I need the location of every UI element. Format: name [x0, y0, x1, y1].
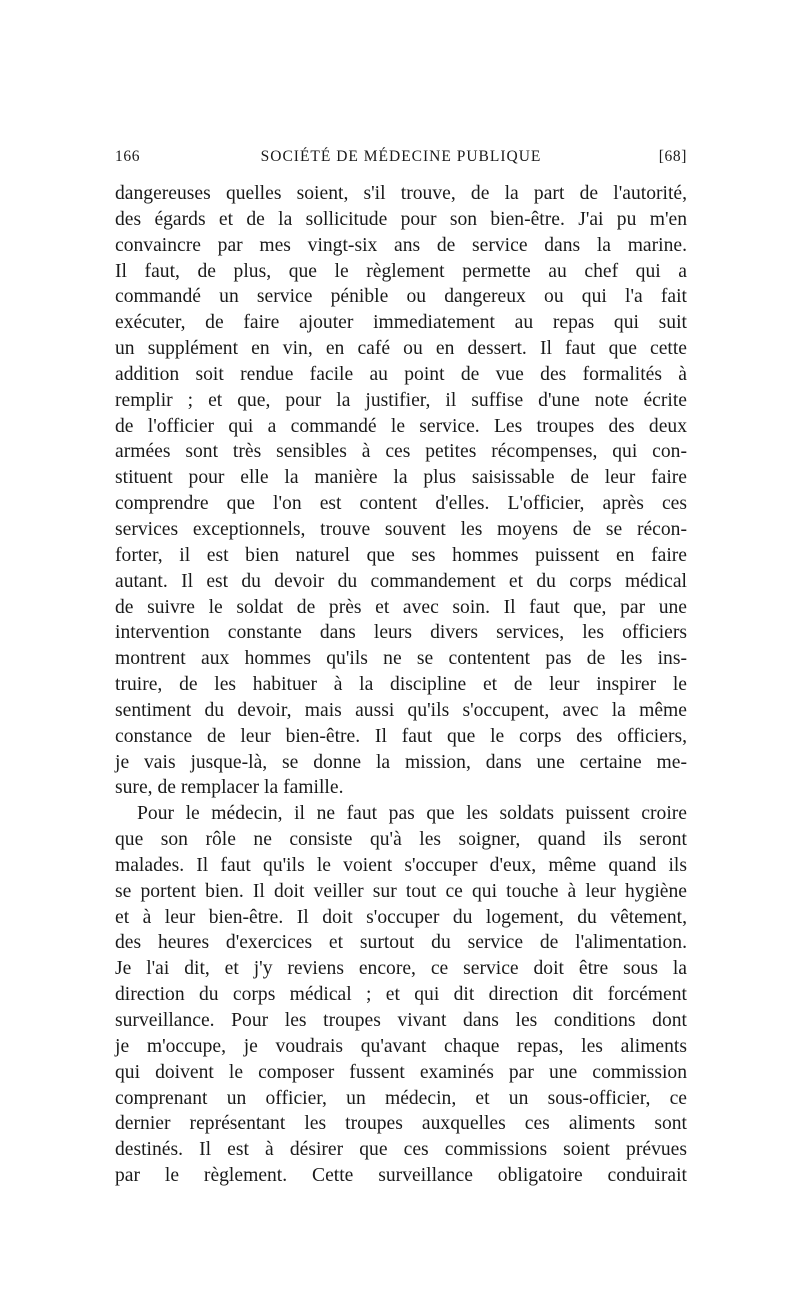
- text-line: direction du corps médical ; et qui dit direction dit forcément: [115, 984, 687, 1006]
- text-line: de l'officier qui a commandé le service. Les troupes des deux: [115, 415, 687, 437]
- text-line: surveillance. Pour les troupes vivant dans les conditions dont: [115, 1010, 687, 1031]
- text-line: un supplément en vin, en café ou en dessert. Il faut que cette: [115, 338, 687, 360]
- text-line: je m'occupe, je voudrais qu'avant chaque repas, les aliments: [115, 1035, 687, 1057]
- text-line: intervention constante dans leurs divers services, les officiers: [115, 622, 687, 644]
- text-line: que son rôle ne consiste qu'à les soigner, quand ils seront: [115, 829, 687, 851]
- text-line: stituent pour elle la manière la plus saisissable de leur faire: [115, 467, 687, 489]
- text-line: destinés. Il est à désirer que ces commissions soient prévues: [115, 1139, 687, 1161]
- text-line: constance de leur bien-être. Il faut que le corps des officiers,: [115, 725, 687, 747]
- running-header: [115, 148, 687, 174]
- text-line: Je l'ai dit, et j'y reviens encore, ce service doit être sous la: [115, 958, 687, 980]
- paragraph-1: [115, 181, 687, 801]
- text-line: sentiment du devoir, mais aussi qu'ils s'occupent, avec la même: [115, 699, 687, 721]
- page-number: 166: [115, 148, 141, 165]
- text-line: services exceptionnels, trouve souvent les moyens de se récon-: [115, 518, 687, 540]
- text-line: autant. Il est du devoir du commandement et du corps médical: [115, 570, 687, 592]
- text-line: je vais jusque-là, se donne la mission, dans une certaine me-: [115, 751, 687, 773]
- text-line: comprenant un officier, un médecin, et un sous-officier, ce: [115, 1087, 687, 1109]
- text-line: dernier représentant les troupes auxquelles ces aliments sont: [115, 1113, 687, 1135]
- text-line: se portent bien. Il doit veiller sur tout ce qui touche à leur hygiène: [115, 880, 687, 902]
- paragraph-2: [115, 801, 687, 1189]
- text-line: dangereuses quelles soient, s'il trouve, de la part de l'autorité,: [115, 183, 687, 204]
- text-line: comprendre que l'on est content d'elles. L'officier, après ces: [115, 493, 687, 515]
- text-line: remplir ; et que, pour la justifier, il suffise d'une note écrite: [115, 389, 687, 411]
- text-line: qui doivent le composer fussent examinés par une commission: [115, 1061, 687, 1083]
- text-line: des heures d'exercices et surtout du service de l'alimentation.: [115, 932, 687, 954]
- text-line: et à leur bien-être. Il doit s'occuper du logement, du vêtement,: [115, 906, 687, 928]
- text-line: des égards et de la sollicitude pour son bien-être. J'ai pu m'en: [115, 208, 687, 230]
- text-line: sure, de remplacer la famille.: [115, 777, 344, 799]
- running-title: SOCIÉTÉ DE MÉDECINE PUBLIQUE: [260, 148, 542, 165]
- text-line: convaincre par mes vingt-six ans de service dans la marine.: [115, 234, 687, 256]
- text-line: commandé un service pénible ou dangereux ou qui l'a fait: [115, 286, 687, 308]
- text-line: par le règlement. Cette surveillance obligatoire conduirait: [115, 1165, 687, 1187]
- body-text: [115, 181, 687, 1189]
- text-line: de suivre le soldat de près et avec soin. Il faut que, par une: [115, 596, 687, 618]
- text-line: forter, il est bien naturel que ses hommes puissent en faire: [115, 544, 687, 566]
- text-line: armées sont très sensibles à ces petites récompenses, qui con-: [115, 441, 687, 463]
- text-line: Pour le médecin, il ne faut pas que les soldats puissent croire: [137, 803, 687, 825]
- bracket-page-number: [68]: [658, 148, 687, 165]
- text-line: addition soit rendue facile au point de vue des formalités à: [115, 363, 687, 385]
- text-line: exécuter, de faire ajouter immediatement au repas qui suit: [115, 312, 687, 334]
- text-line: malades. Il faut qu'ils le voient s'occuper d'eux, même quand ils: [115, 854, 687, 876]
- text-line: Il faut, de plus, que le règlement permette au chef qui a: [115, 260, 687, 282]
- text-line: truire, de les habituer à la discipline et de leur inspirer le: [115, 674, 687, 696]
- text-line: montrent aux hommes qu'ils ne se contentent pas de les ins-: [115, 648, 687, 670]
- book-page: [115, 148, 687, 1189]
